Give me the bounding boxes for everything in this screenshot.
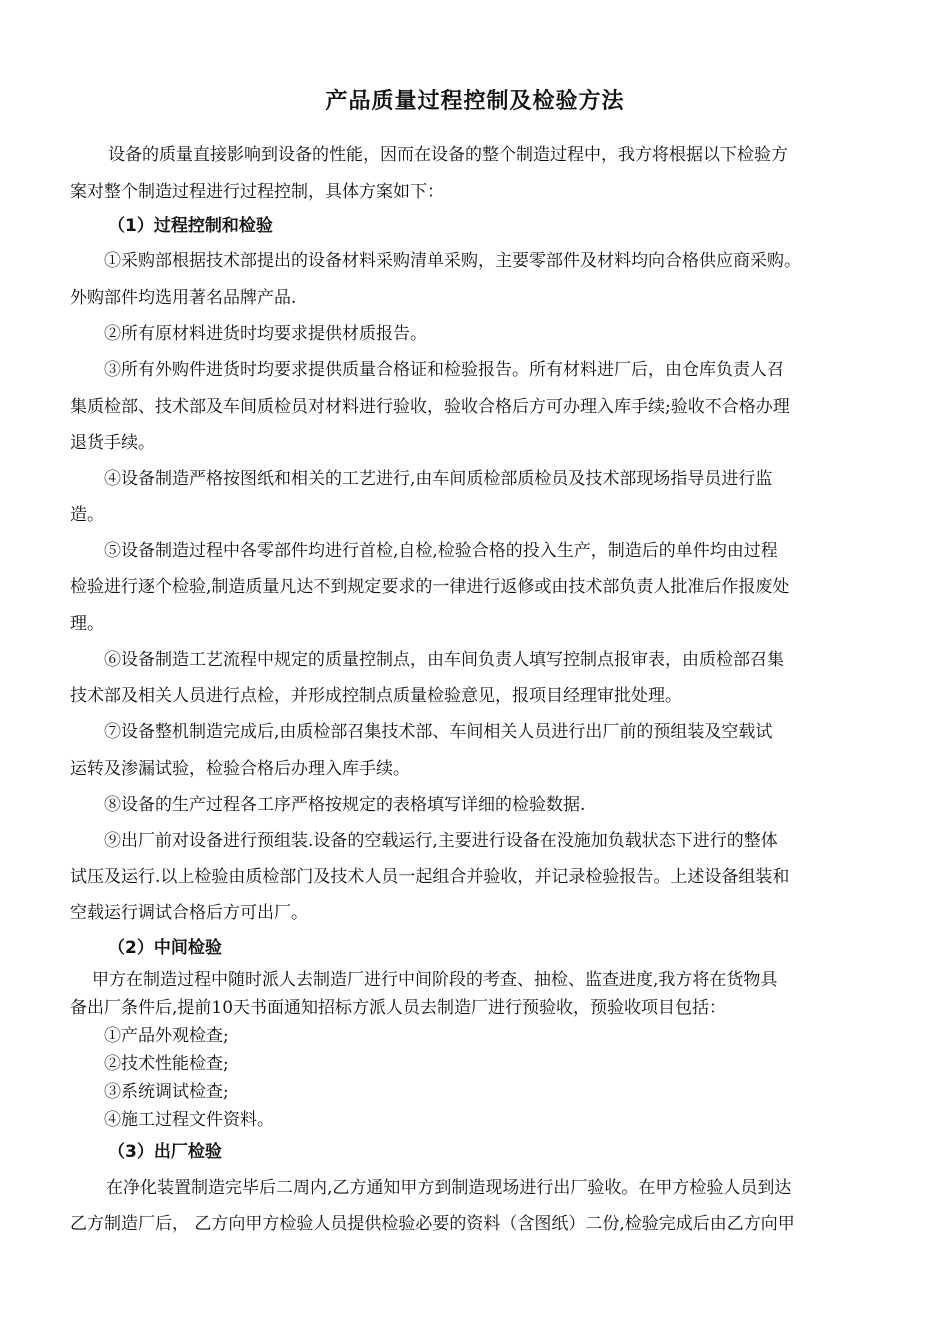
item-5-line-3: 理。 (70, 614, 104, 634)
item-2-line-1: ②所有原材料进货时均要求提供材质报告。 (104, 324, 427, 344)
section-1-heading: （1）过程控制和检验 (108, 216, 273, 236)
item-4-line-2: 造。 (70, 505, 104, 525)
item-6-line-1: ⑥设备制造工艺流程中规定的质量控制点，由车间负责人填写控制点报审表，由质检部召集 (104, 650, 784, 670)
item-9-line-3: 空载运行调试合格后方可出厂。 (70, 903, 308, 923)
item-4-line-1: ④设备制造严格按图纸和相关的工艺进行,由车间质检部质检员及技术部现场指导员进行监 (104, 469, 773, 489)
item-3-line-3: 退货手续。 (70, 433, 155, 453)
section-2-body-line-1: 甲方在制造过程中随时派人去制造厂进行中间阶段的考查、抽检、监查进度,我方将在货物具 (92, 970, 778, 990)
section-2-list-item-1: ①产品外观检查; (104, 1026, 229, 1046)
item-7-line-1: ⑦设备整机制造完成后,由质检部召集技术部、车间相关人员进行出厂前的预组装及空载试 (104, 722, 773, 742)
section-2-body-line-2: 备出厂条件后,提前10天书面通知招标方派人员去制造厂进行预验收，预验收项目包括： (70, 998, 727, 1018)
intro-line-2: 案对整个制造过程进行过程控制，具体方案如下： (70, 182, 444, 202)
item-3-line-1: ③所有外购件进货时均要求提供质量合格证和检验报告。所有材料进厂后，由仓库负责人召 (104, 360, 784, 380)
section-2-list-item-2: ②技术性能检查; (104, 1054, 229, 1074)
section-3-body-line-1: 在净化装置制造完毕后二周内,乙方通知甲方到制造现场进行出厂验收。在甲方检验人员到达 (106, 1178, 792, 1198)
intro-line-1: 设备的质量直接影响到设备的性能，因而在设备的整个制造过程中，我方将根据以下检验方 (108, 145, 788, 165)
section-3-body-line-2: 乙方制造厂后， 乙方向甲方检验人员提供检验必要的资料（含图纸）二份,检验完成后由乙方向甲 (70, 1214, 795, 1234)
section-2-list-item-3: ③系统调试检查; (104, 1082, 229, 1102)
section-2-list-item-4: ④施工过程文件资料。 (104, 1110, 274, 1130)
item-1-line-2: 外购部件均选用著名品牌产品. (70, 288, 297, 308)
item-3-line-2: 集质检部、技术部及车间质检员对材料进行验收，验收合格后方可办理入库手续;验收不合格办理 (70, 397, 790, 417)
item-9-line-2: 试压及运行.以上检验由质检部门及技术人员一起组合并验收，并记录检验报告。上述设备组装和 (70, 867, 790, 887)
document-title: 产品质量过程控制及检验方法 (325, 89, 625, 114)
item-9-line-1: ⑨出厂前对设备进行预组装.设备的空载运行,主要进行设备在没施加负载状态下进行的整体 (104, 831, 778, 851)
section-2-heading: （2）中间检验 (108, 938, 222, 958)
item-5-line-1: ⑤设备制造过程中各零部件均进行首检,自检,检验合格的投入生产，制造后的单件均由过程 (104, 541, 778, 561)
item-6-line-2: 技术部及相关人员进行点检，并形成控制点质量检验意见，报项目经理审批处理。 (70, 686, 682, 706)
item-7-line-2: 运转及渗漏试验，检验合格后办理入库手续。 (70, 759, 410, 779)
item-5-line-2: 检验进行逐个检验,制造质量凡达不到规定要求的一律进行返修或由技术部负责人批准后作报废处 (70, 577, 790, 597)
item-1-line-1: ①采购部根据技术部提出的设备材料采购清单采购，主要零部件及材料均向合格供应商采购。 (104, 251, 801, 271)
section-3-heading: （3）出厂检验 (108, 1142, 222, 1162)
item-8-line-1: ⑧设备的生产过程各工序严格按规定的表格填写详细的检验数据. (104, 795, 586, 815)
